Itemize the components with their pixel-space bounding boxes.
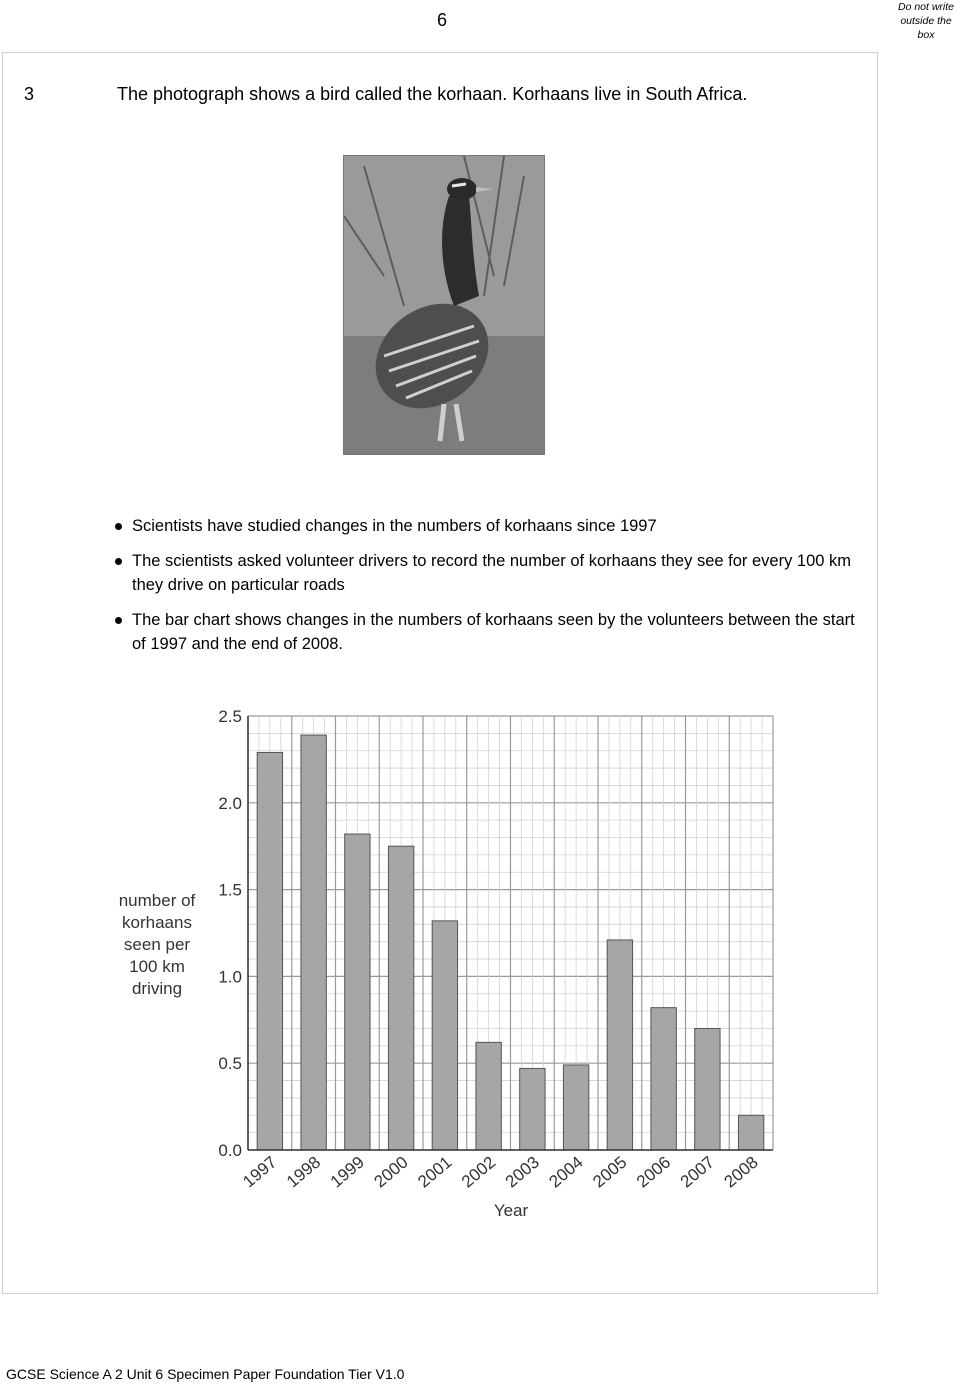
x-tick-label: 2008 — [720, 1152, 762, 1192]
y-tick-label: 0.0 — [218, 1141, 242, 1160]
bullet-dot-icon — [115, 523, 122, 530]
x-axis-label: Year — [493, 1201, 529, 1220]
x-tick-label: 2003 — [501, 1152, 543, 1192]
bar-2001 — [432, 921, 457, 1150]
x-tick-label: 1997 — [239, 1152, 281, 1192]
footer-text: GCSE Science A 2 Unit 6 Specimen Paper Foundation Tier V1.0 — [6, 1366, 405, 1382]
bullet-text: The scientists asked volunteer drivers to record the number of korhaans they see for every 100 km they drive on particular roads — [132, 552, 852, 594]
bar-1997 — [257, 752, 282, 1150]
page-number: 6 — [436, 10, 447, 30]
y-axis-label-line: number of — [118, 891, 196, 910]
x-tick-label: 2007 — [676, 1152, 718, 1192]
margin-note-line: Do not write — [897, 1, 955, 13]
bar-2004 — [563, 1065, 588, 1150]
y-axis-label-line: driving — [131, 979, 183, 998]
x-tick-label: 2001 — [414, 1152, 456, 1192]
y-tick-labels — [218, 707, 242, 1160]
x-tick-label: 1999 — [326, 1152, 368, 1192]
x-tick-label: 2004 — [545, 1152, 587, 1192]
margin-note — [894, 0, 958, 42]
x-tick-label: 1998 — [283, 1152, 325, 1192]
bullet-item — [113, 549, 863, 597]
bar-2008 — [738, 1115, 763, 1150]
y-tick-label: 1.0 — [218, 967, 242, 987]
margin-note-line: box — [917, 29, 935, 41]
bar-2006 — [651, 1008, 676, 1150]
y-axis-label-line: 100 km — [129, 957, 185, 976]
y-tick-label: 2.0 — [218, 793, 242, 813]
x-tick-label: 2005 — [589, 1152, 631, 1192]
y-axis-label — [119, 891, 196, 998]
y-axis-label-line: korhaans — [122, 913, 192, 932]
bullet-list — [113, 514, 863, 667]
x-tick-labels — [239, 1153, 761, 1192]
bullet-item — [113, 608, 863, 656]
margin-note-line: outside the — [900, 15, 952, 27]
bar-1999 — [345, 834, 370, 1150]
korhaan-bar-chart — [100, 700, 790, 1230]
bullet-dot-icon — [115, 558, 122, 565]
bar-2000 — [388, 846, 413, 1150]
bullet-text: Scientists have studied changes in the numbers of korhaans since 1997 — [132, 517, 657, 535]
bar-2005 — [607, 940, 632, 1150]
bullet-dot-icon — [115, 617, 122, 624]
question-number: 3 — [24, 84, 35, 104]
y-tick-label: 2.5 — [218, 707, 242, 726]
x-tick-label: 2000 — [370, 1152, 412, 1192]
bullet-text: The bar chart shows changes in the numbers of korhaans seen by the volunteers between the start of 1997 and the end of 2008. — [132, 611, 855, 653]
bar-2007 — [695, 1028, 720, 1150]
x-tick-label: 2006 — [633, 1152, 675, 1192]
korhaan-photo — [343, 155, 545, 455]
x-tick-label: 2002 — [458, 1152, 500, 1192]
bullet-item — [113, 514, 863, 538]
bar-2002 — [476, 1042, 501, 1150]
y-tick-label: 0.5 — [218, 1054, 242, 1074]
y-axis-label-line: seen per — [123, 935, 191, 954]
korhaan-bird-illustration — [344, 156, 544, 454]
y-tick-label: 1.5 — [218, 880, 242, 900]
bar-1998 — [301, 735, 326, 1150]
bar-2003 — [520, 1068, 545, 1150]
question-intro: The photograph shows a bird called the korhaan. Korhaans live in South Africa. — [117, 84, 748, 104]
